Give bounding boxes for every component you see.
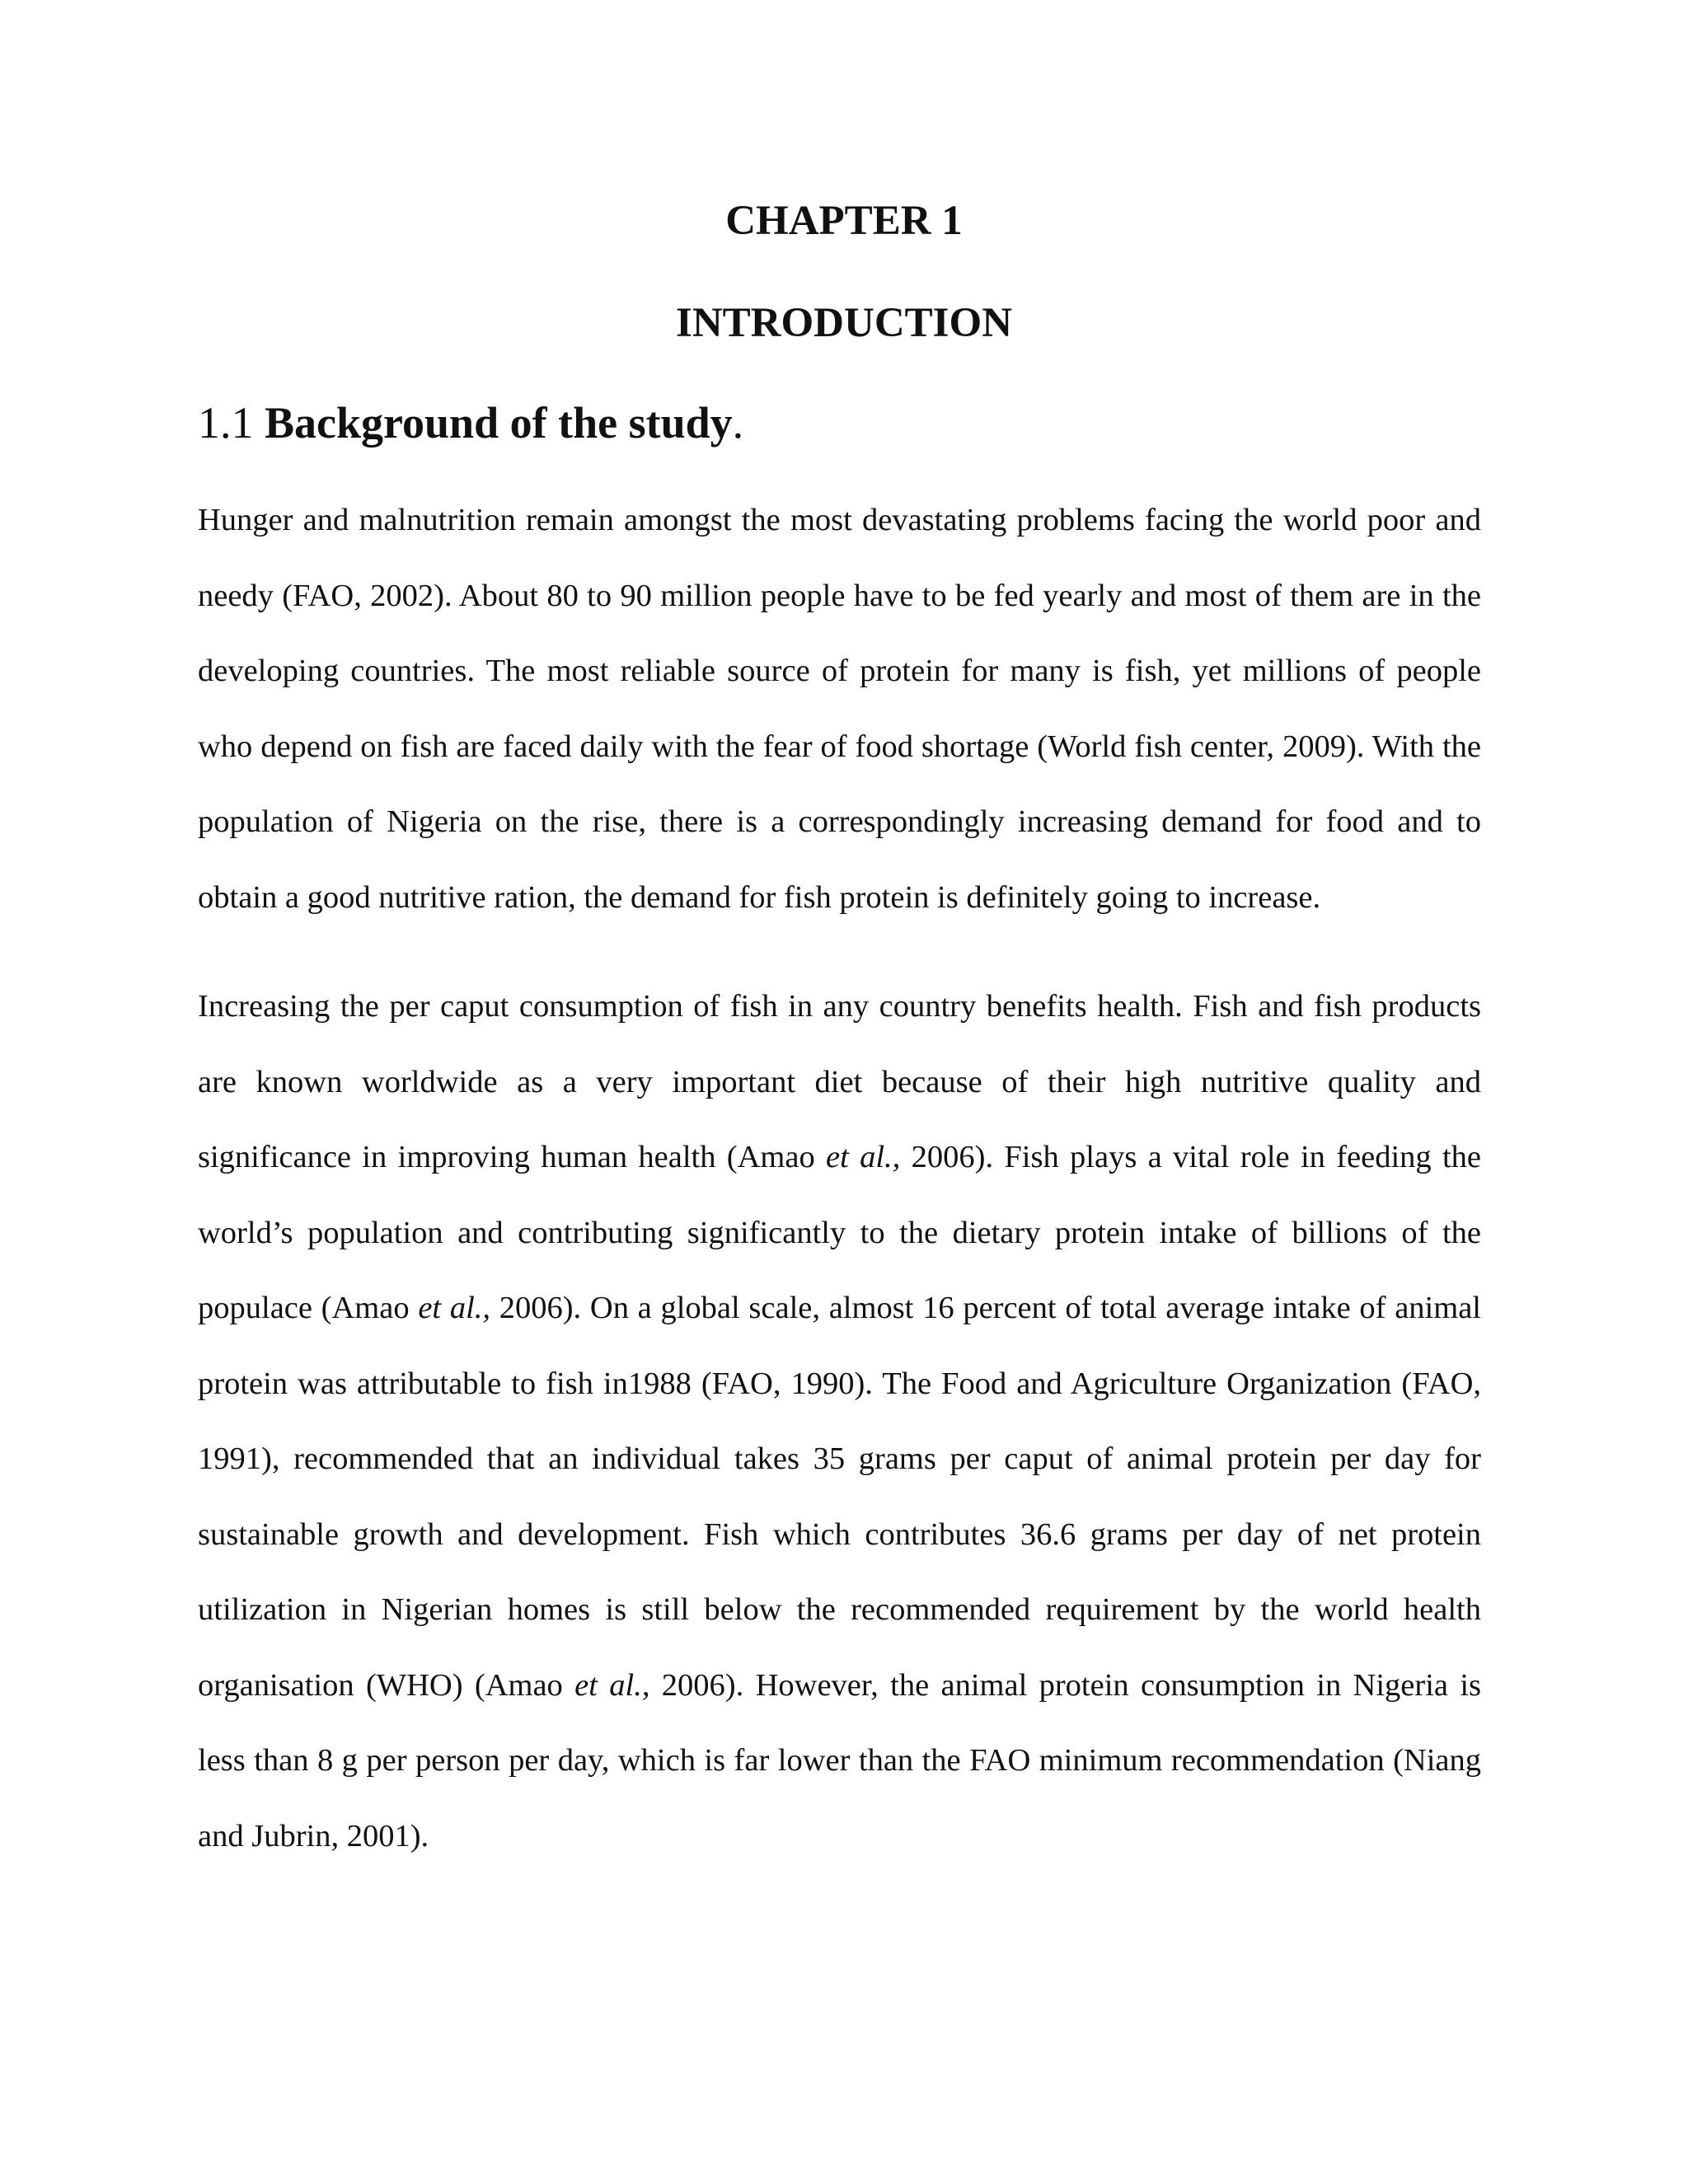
paragraph-2-segment: Increasing the per caput consumption of fish in any country benefits health. Fish and fish products are known worldwide as a very important diet because of their high nutritive quality and significance in improving human health (Amao (198, 989, 1481, 1174)
paragraph-2-segment: 2006). Fish plays a vital role in feeding the world’s population and contributing significantly to the dietary protein intake of billions of the populace (Amao (198, 1140, 1481, 1325)
section-title: Background of the study (265, 398, 733, 448)
et-al-citation: et al., (574, 1667, 650, 1703)
paragraph-1: Hunger and malnutrition remain amongst the most devastating problems facing the world poor and needy (FAO, 2002). About 80 to 90 million people have to be fed yearly and most of them are in the developing countries. The most reliable source of protein for many is fish, yet millions of people who depend on fish are faced daily with the fear of food shortage (World fish center, 2009). With the population of Nigeria on the rise, there is a correspondingly increasing demand for food and to obtain a good nutritive ration, the demand for fish protein is definitely going to increase. (198, 503, 1481, 915)
section-title-period: . (732, 398, 744, 448)
section-heading (198, 396, 743, 450)
chapter-title: INTRODUCTION (675, 300, 1013, 346)
paragraph-2-segment: 2006). On a global scale, almost 16 percent of total average intake of animal protein was attributable to fish in1988 (FAO, 1990). The Food and Agriculture Organization (FAO, 1991), recommended that an individual takes 35 grams per caput of animal protein per day for sustainable growth and development. Fish which contributes 36.6 grams per day of net protein utilization in Nigerian homes is still below the recommended requirement by the world health organisation (WHO) (Amao (198, 1291, 1481, 1703)
paragraph-2 (198, 969, 1481, 1874)
et-al-citation: et al., (418, 1291, 491, 1325)
chapter-number: CHAPTER 1 (725, 198, 963, 244)
section-number: 1.1 (198, 398, 254, 448)
et-al-citation: et al., (826, 1140, 901, 1174)
paragraph-2-segment: 2006). However, the animal protein consumption in Nigeria is less than 8 g per person per day, which is far lower than the FAO minimum recommendation (Niang and Jubrin, 2001). (198, 1667, 1481, 1854)
